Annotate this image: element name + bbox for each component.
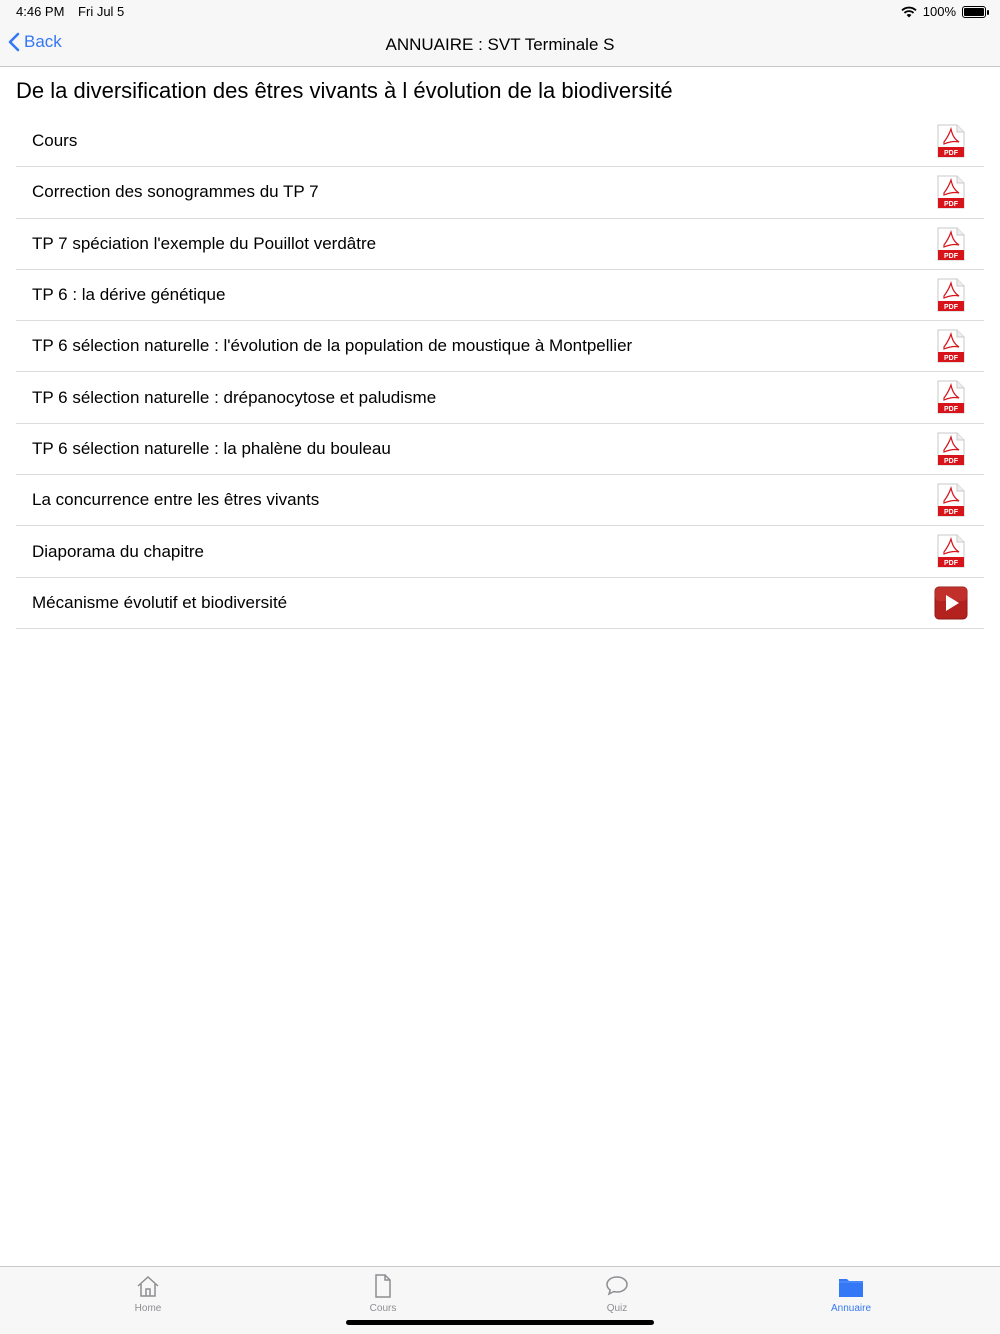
svg-text:PDF: PDF xyxy=(944,457,958,465)
section-title: De la diversification des êtres vivants à l évolution de la biodiversité xyxy=(16,78,673,103)
list-item-label: Correction des sonogrammes du TP 7 xyxy=(32,182,319,202)
list-item-label: TP 6 sélection naturelle : l'évolution de la population de moustique à Montpellier xyxy=(32,336,633,356)
list-item[interactable] xyxy=(16,167,984,218)
speech-bubble-icon xyxy=(604,1273,630,1299)
list-item[interactable] xyxy=(16,321,984,372)
list-item[interactable] xyxy=(16,578,984,629)
svg-text:PDF: PDF xyxy=(944,560,958,568)
document-list xyxy=(16,116,984,629)
tab-cours-label: Cours xyxy=(369,1303,397,1314)
list-item[interactable] xyxy=(16,526,984,577)
pdf-icon xyxy=(934,432,968,466)
list-item[interactable] xyxy=(16,270,984,321)
pdf-icon xyxy=(934,227,968,261)
document-icon xyxy=(370,1273,396,1299)
svg-text:PDF: PDF xyxy=(944,509,958,517)
pdf-icon xyxy=(934,175,968,209)
list-item[interactable] xyxy=(16,219,984,270)
navigation-bar xyxy=(0,22,1000,67)
list-item-label: Diaporama du chapitre xyxy=(32,541,204,561)
list-item-label: TP 7 spéciation l'exemple du Pouillot verdâtre xyxy=(32,233,377,253)
tab-quiz-label: Quiz xyxy=(606,1303,628,1314)
status-bar xyxy=(0,0,1000,22)
list-item[interactable] xyxy=(16,475,984,526)
tab-annuaire-label: Annuaire xyxy=(830,1303,872,1314)
pdf-icon xyxy=(934,329,968,363)
tab-home-label: Home xyxy=(134,1303,162,1314)
status-time: 4:46 PM xyxy=(16,4,65,19)
tab-annuaire[interactable] xyxy=(791,1273,911,1314)
tab-home[interactable] xyxy=(88,1273,208,1314)
pdf-icon xyxy=(934,483,968,517)
tab-quiz[interactable] xyxy=(557,1273,677,1314)
pdf-icon xyxy=(934,278,968,312)
home-indicator xyxy=(346,1320,654,1325)
video-play-icon xyxy=(934,586,968,620)
svg-text:PDF: PDF xyxy=(944,303,958,311)
back-label: Back xyxy=(24,32,62,51)
list-item[interactable] xyxy=(16,424,984,475)
list-item-label: TP 6 sélection naturelle : drépanocytose et paludisme xyxy=(32,387,437,407)
list-item-label: TP 6 sélection naturelle : la phalène du bouleau xyxy=(32,438,391,458)
list-item[interactable] xyxy=(16,116,984,167)
list-item-label: La concurrence entre les êtres vivants xyxy=(32,490,320,510)
svg-text:PDF: PDF xyxy=(944,252,958,260)
folder-icon xyxy=(837,1273,865,1299)
svg-text:PDF: PDF xyxy=(944,355,958,363)
battery-icon xyxy=(962,6,986,18)
tab-cours[interactable] xyxy=(323,1273,443,1314)
pdf-icon xyxy=(934,534,968,568)
svg-text:PDF: PDF xyxy=(944,201,958,209)
svg-text:PDF: PDF xyxy=(944,150,958,157)
pdf-icon xyxy=(934,380,968,414)
home-icon xyxy=(135,1273,161,1299)
pdf-icon xyxy=(934,124,968,158)
svg-text:PDF: PDF xyxy=(944,406,958,414)
status-date: Fri Jul 5 xyxy=(78,4,125,19)
list-item[interactable] xyxy=(16,372,984,423)
page-title: ANNUAIRE : SVT Terminale S xyxy=(385,35,615,54)
list-item-label: Cours xyxy=(32,131,78,151)
list-item-label: Mécanisme évolutif et biodiversité xyxy=(32,592,288,612)
wifi-icon xyxy=(901,6,917,18)
battery-percent: 100% xyxy=(922,4,956,19)
list-item-label: TP 6 : la dérive génétique xyxy=(32,285,226,305)
